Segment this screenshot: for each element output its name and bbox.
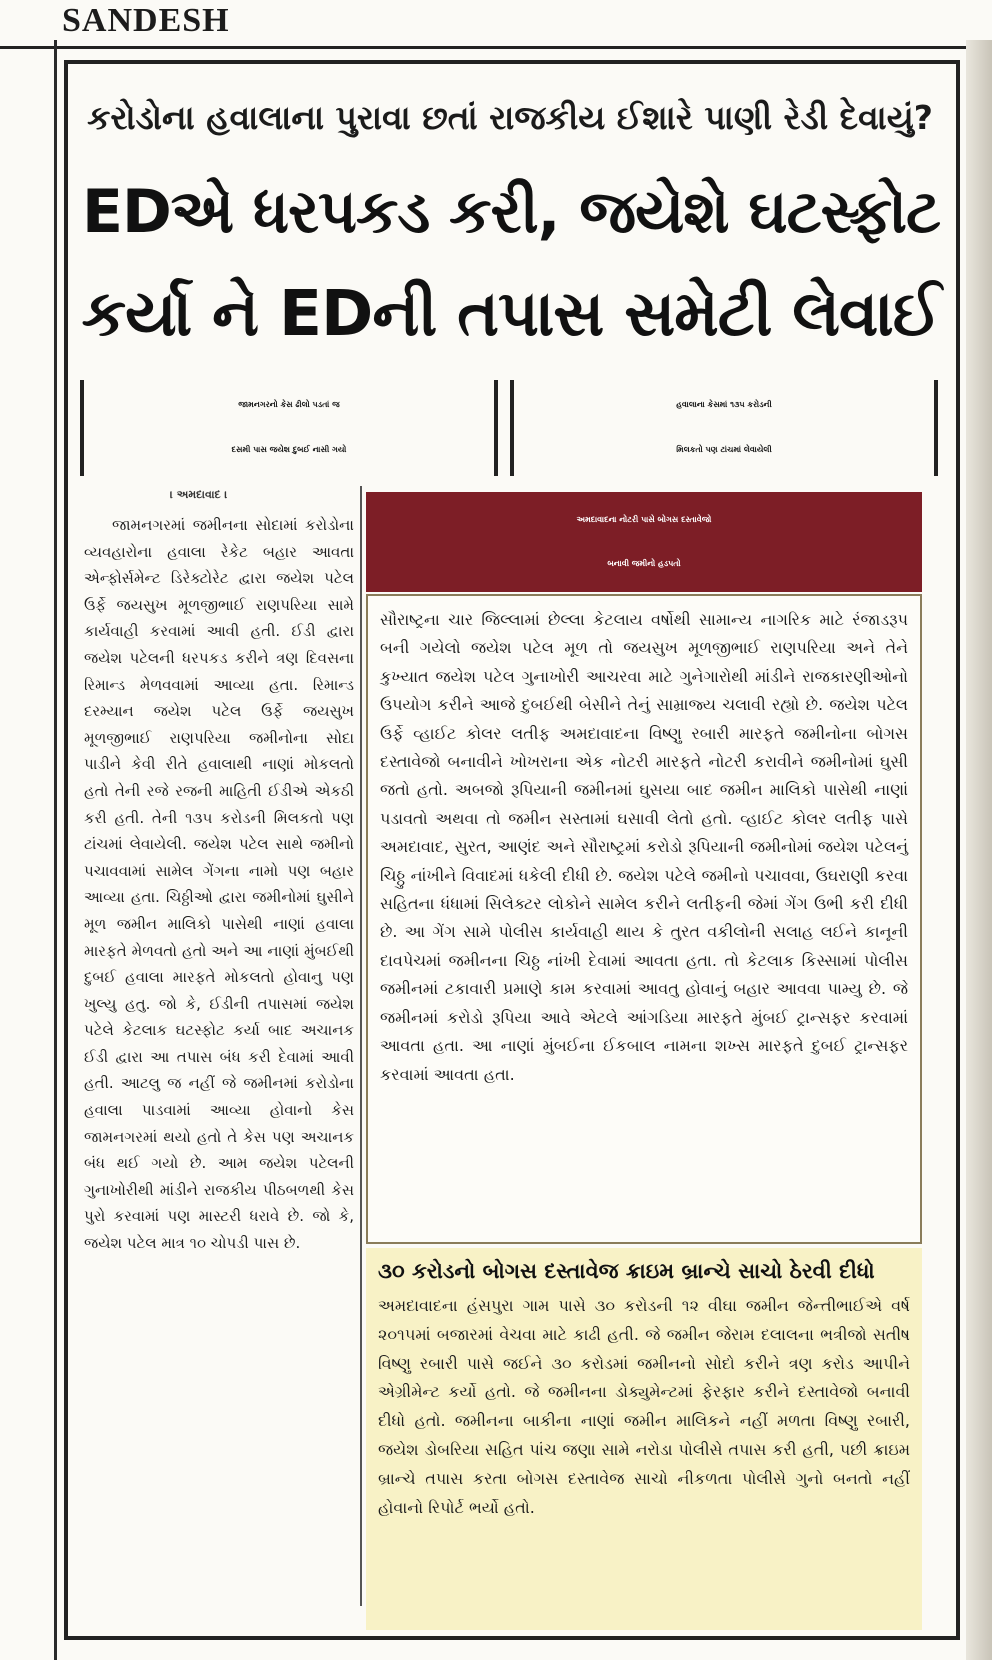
left-column-text: જામનગરમાં જમીનના સોદામાં કરોડોના વ્યવહારોના હવાલા રેકેટ બહાર આવતા એન્ફોર્સમેન્ટ ડિરેક્ટોરેટ દ્વારા જયેશ પટેલ ઉર્ફે જયસુખ મૂળજીભાઈ રાણપરિયા સામે કાર્યવાહી કરવામાં આવી હતી. ઈડી દ્વારા જયેશ પટેલની ધરપકડ કરીને ત્રણ દિવસના રિમાન્ડ મેળવવામાં આવ્યા હતા. રિમાન્ડ દરમ્યાન જયેશ પટેલ ઉર્ફે જયસુખ મૂળજીભાઈ રાણપરિયા જમીનોના સોદા પાડીને કેવી રીતે હવાલાથી નાણાં મોકલતો હતો તેની રજે રજની માહિતી ઈડીએ એકઠી કરી હતી. તેની ૧૩૫ કરોડની મિલકતો પણ ટાંચમાં લેવાયેલી. જયેશ પટેલ સાથે જમીનો પચાવવામાં સામેલ ગેંગના નામો પણ બહાર આવ્યા હતા. ચિઠ્ઠીઓ દ્વારા જમીનોમાં ઘુસીને મૂળ જમીન માલિકો પાસેથી નાણાં હવાલા મારફતે મેળવતો હતો અને આ નાણાં મુંબઈથી દુબઈ હવાલા મારફતે મોકલતો હોવાનુ પણ ખુલ્યુ હતુ. જો કે, ઈડીની તપાસમાં જયેશ પટેલે કેટલાક ઘટસ્ફોટ કર્યા બાદ અચાનક ઈડી દ્વારા આ તપાસ બંધ કરી દેવામાં આવી હતી. આટલુ જ નહીં જે જમીનમાં કરોડોના હવાલા પાડવામાં આવ્યા હોવાનો કેસ જામનગરમાં થયો હતો તે કેસ પણ અચાનક બંધ થઈ ગયો છે. આમ જયેશ પટેલની ગુનાખોરીથી માંડીને રાજકીય પીઠબળથી કેસ પુરો કરવામાં પણ માસ્ટરી ધરાવે છે. જો કે, જયેશ પટેલ માત્ર ૧૦ ચોપડી પાસ છે.: [84, 516, 354, 1253]
box-body: [366, 594, 922, 1244]
left-border-rule: [54, 40, 57, 1660]
box-body-text: સૌરાષ્ટ્રના ચાર જિલ્લામાં છેલ્લા કેટલાય વર્ષોથી સામાન્ય નાગરિક માટે રંજાડરૂપ બની ગયેલો જયેશ પટેલ મૂળ તો જયસુખ મૂળજીભાઈ રાણપરિયા અને તેને કુખ્યાત જયેશ પટેલ ગુનાખોરી આચરવા માટે ગુનેગારોથી માંડીને રાજકારણીઓનો ઉપયોગ કરીને આજે દુબઈથી બેસીને તેનું સામ્રાજ્ય ચલાવી રહ્યો છે. જયેશ પટેલ ઉર્ફે વ્હાઈટ કોલર લતીફ અમદાવાદના વિષ્ણુ રબારી મારફતે જમીનોના બોગસ દસ્તાવેજો બનાવીને ખોખરાના એક નોટરી મારફતે નોટરી કરાવીને જમીનોમાં ઘુસી જતો હતો. અબજો રૂપિયાની જમીનમાં ઘુસયા બાદ જમીન માલિકો પાસેથી નાણાં પડાવતો અથવા તો જમીન સસ્તામાં ઘસાવી લેતો હતો. વ્હાઈટ કોલર લતીફ પાસે અમદાવાદ, સુરત, આણંદ અને સૌરાષ્ટ્રમાં કરોડો રૂપિયાની જમીનોમાં જયેશ પટેલનું ચિઠ્ઠુ નાંખીને વિવાદમાં ધકેલી દીધી છે. જયેશ પટેલે જમીનો પચાવવા, ઉઘરાણી કરવા સહિતના ધંધામાં સિલેક્ટર લોકોને સામેલ કરીને લતીફની જેમાં ગેંગ ઉભી કરી દીધી છે. આ ગેંગ સામે પોલીસ કાર્યવાહી થાય કે તુરત વકીલોની સલાહ લઈને કાનૂની દાવપેચમાં જમીનના ચિઠ્ઠ નાંખી દેવામાં આવતા હતા. તો કેટલાક કિસ્સામાં પોલીસ જમીનમાં ટકાવારી પ્રમાણે કામ કરવામાં આવતુ હોવાનું બહાર આવવા પામ્યુ છે. જે જમીનમાં કરોડો રૂપિયા આવે એટલે આંગડિયા મારફતે મુંબઈ ટ્રાન્સફર કરવામાં આવતા હતા. આ નાણાં મુંબઈના ઈકબાલ નામના શખ્સ મારફતે દુબઈ ટ્રાન્સફર કરવામાં આવતા હતા.: [380, 610, 908, 1084]
masthead-rule: [0, 46, 992, 49]
subdeck-left: [80, 380, 498, 476]
subdeck-right-line-1: હવાલાના કેસમાં ૧૩૫ કરોડની: [676, 400, 772, 409]
page-edge: [966, 40, 992, 1660]
headline-line-1: EDએ ધરપકડ કરી, જયેશે ઘટસ્ફોટ: [82, 177, 940, 247]
sub-box: [366, 1248, 922, 1630]
headline-line-2: કર્યા ને EDની તપાસ સમેટી લેવાઈ: [81, 277, 941, 350]
sub-box-text: અમદાવાદના હંસપુરા ગામ પાસે ૩૦ કરોડની ૧૨ વીઘા જમીન જેન્તીભાઈએ વર્ષ ૨૦૧૫માં બજારમાં વેચવા માટે કાઢી હતી. જે જમીન જેરામ દલાલના ભત્રીજો સતીષ વિષ્ણુ રબારી પાસે જઈને ૩૦ કરોડમાં જમીનનો સોદો કરીને ત્રણ કરોડ આપીને એગ્રીમેન્ટ કર્યો હતો. જે જમીનના ડોક્યુમેન્ટમાં ફેરફાર કરીને દસ્તાવેજો બનાવી દીધો હતો. જમીનના બાકીના નાણાં જમીન માલિકને નહીં મળતા વિષ્ણુ રબારી, જયેશ ડોબરિયા સહિત પાંચ જણા સામે નરોડા પોલીસે તપાસ કરી હતી, પછી ક્રાઇમ બ્રાન્ચે તપાસ કરતા બોગસ દસ્તાવેજ સાચો નીકળતા પોલીસે ગુનો બનતો નહીં હોવાનો રિપોર્ટ ભર્યો હતો.: [378, 1296, 910, 1517]
masthead: SANDESH: [62, 2, 230, 39]
left-column: [84, 512, 354, 1612]
column-divider: [360, 486, 362, 1606]
kicker: કરોડોના હવાલાના પુરાવા છતાં રાજકીય ઈશારે પાણી રેડી દેવાયું?: [87, 98, 933, 137]
box-header-line-1: અમદાવાદના નોટરી પાસે બોગસ દસ્તાવેજો: [576, 515, 712, 524]
subdeck-left-line-2: દસમી પાસ જયેશ દુબઈ નાસી ગયો: [231, 445, 347, 454]
box-header: [366, 492, 922, 592]
subdeck-left-line-1: જામનગરનો કેસ ઢીલો પડતાં જ: [238, 400, 340, 409]
box-header-line-2: બનાવી જમીનો હડપતો: [607, 559, 681, 568]
sub-box-title: ૩૦ કરોડનો બોગસ દસ્તાવેજ ક્રાઇમ બ્રાન્ચે સાચો ઠેરવી દીધો: [378, 1259, 875, 1283]
subdeck-right-line-2: મિલકતો પણ ટાંચમાં લેવાયેલી: [676, 445, 772, 454]
dateline: । અમદાવાદ ।: [170, 488, 228, 501]
subdecks: [80, 380, 938, 476]
subdeck-right: [510, 380, 938, 476]
